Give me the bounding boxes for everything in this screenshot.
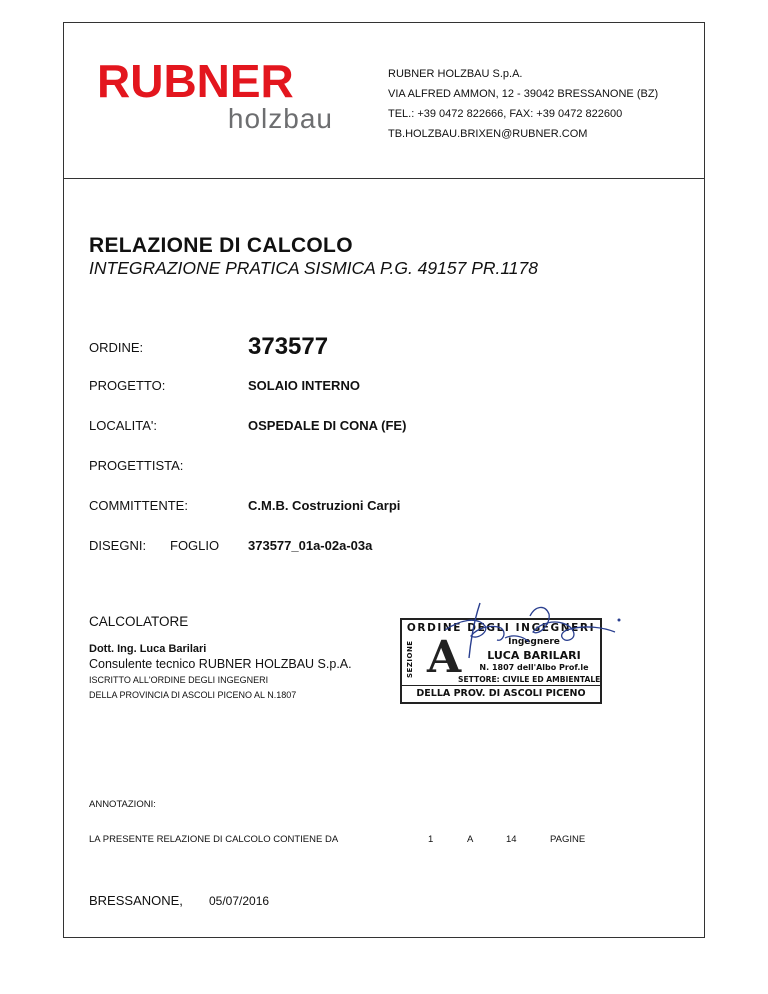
company-address: VIA ALFRED AMMON, 12 - 39042 BRESSANONE (BZ) (388, 88, 659, 100)
annotations-to-word: A (467, 834, 474, 845)
company-info (388, 64, 658, 144)
signature-icon (405, 598, 630, 668)
project-label: PROGETTO: (89, 378, 166, 393)
drawings-label: DISEGNI: (89, 538, 147, 553)
stamp-sector: SETTORE: CIVILE ED AMBIENTALE (458, 675, 601, 684)
annotations-pages-word: PAGINE (550, 834, 586, 845)
order-value: 373577 (248, 333, 329, 360)
stamp-side-text: SEZIONE (406, 640, 414, 678)
calculator-registration-2: DELLA PROVINCIA DI ASCOLI PICENO AL N.1807 (89, 690, 297, 700)
annotations-from: 1 (428, 834, 434, 845)
document-subtitle: INTEGRAZIONE PRATICA SISMICA P.G. 49157 PR.1178 (89, 258, 538, 278)
location-value: OSPEDALE DI CONA (FE) (248, 418, 407, 433)
logo-sub-text: holzbau (227, 103, 333, 134)
calculator-name: Dott. Ing. Luca Barilari (89, 643, 207, 655)
annotations-heading: ANNOTAZIONI: (89, 799, 156, 810)
project-value: SOLAIO INTERNO (248, 378, 360, 393)
stamp-bottom-text: DELLA PROV. DI ASCOLI PICENO (402, 685, 600, 702)
calculator-registration-1: ISCRITTO ALL'ORDINE DEGLI INGEGNERI (89, 675, 269, 685)
client-value: C.M.B. Costruzioni Carpi (248, 498, 401, 513)
footer-place: BRESSANONE, (89, 893, 183, 908)
footer-date: 05/07/2016 (209, 894, 270, 908)
stamp-rank: Ingegnere (508, 637, 560, 647)
location-label: LOCALITA': (89, 418, 157, 433)
calculator-heading: CALCOLATORE (89, 614, 189, 629)
drawings-value: 373577_01a-02a-03a (248, 538, 373, 553)
page-frame (63, 22, 705, 938)
company-phone: TEL.: +39 0472 822666, FAX: +39 0472 822600 (388, 108, 623, 120)
stamp-name: LUCA BARILARI (487, 649, 581, 662)
annotations-text: LA PRESENTE RELAZIONE DI CALCOLO CONTIENE DA (89, 834, 339, 845)
company-name: RUBNER HOLZBAU S.p.A. (388, 68, 523, 80)
company-email: TB.HOLZBAU.BRIXEN@RUBNER.COM (388, 128, 588, 140)
stamp-section-letter: A (427, 632, 462, 683)
logo-main-text: RUBNER (97, 55, 294, 107)
calculator-role: Consulente tecnico RUBNER HOLZBAU S.p.A. (89, 657, 352, 671)
stamp-top-text: ORDINE DEGLI INGEGNERI (406, 622, 596, 634)
designer-label: PROGETTISTA: (89, 458, 184, 473)
header-divider (63, 178, 705, 179)
client-label: COMMITTENTE: (89, 498, 188, 513)
sheet-label: FOGLIO (170, 538, 220, 553)
annotations-to: 14 (506, 834, 517, 845)
document-title: RELAZIONE DI CALCOLO (89, 234, 353, 257)
stamp-number: N. 1807 dell'Albo Prof.le (479, 663, 589, 672)
rubner-logo (97, 55, 337, 136)
order-label: ORDINE: (89, 340, 144, 355)
